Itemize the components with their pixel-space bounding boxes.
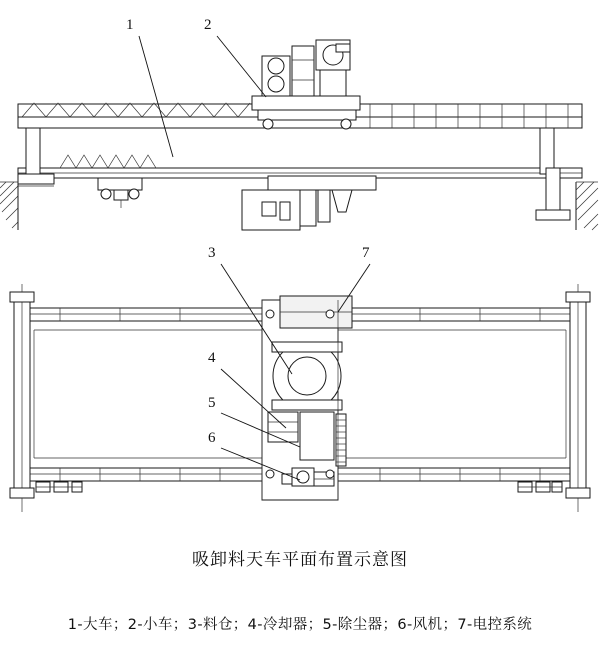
trolley-wheel-right	[341, 119, 351, 129]
leader-7	[338, 264, 370, 312]
leader-2	[217, 36, 266, 97]
duct-mid	[318, 190, 330, 222]
plan-trolley-wheel-2	[326, 310, 334, 318]
ground-hatch-left	[0, 182, 18, 230]
hoist-wheel-right	[129, 189, 139, 199]
plan-left-post-bottom	[10, 488, 34, 498]
plan-left-detail	[36, 482, 82, 492]
trolley-frame	[252, 96, 360, 110]
plan-right-post-top	[566, 292, 590, 302]
plan-trolley-wheel-3	[266, 470, 274, 478]
figure-caption: 吸卸料天车平面布置示意图	[192, 550, 408, 570]
hoist-block	[114, 190, 128, 200]
plan-left-post-top	[10, 292, 34, 302]
figure-legend: 1-大车；2-小车；3-料仓；4-冷却器；5-除尘器；6-风机；7-电控系统	[67, 617, 533, 633]
dust-collector-fins	[336, 414, 346, 466]
blower-circle-upper	[268, 58, 284, 74]
trolley-wheel-left	[263, 119, 273, 129]
silo-top-flange	[272, 342, 342, 352]
hopper-port-b	[280, 202, 290, 220]
plan-right-post-bottom	[566, 488, 590, 498]
hoist-wheel-left	[101, 189, 111, 199]
trolley-assembly	[252, 40, 360, 129]
callout-label-5: 5	[208, 395, 216, 411]
cooler-plan	[268, 412, 298, 442]
callout-label-2: 2	[204, 17, 212, 33]
plan-trolley-wheel-1	[266, 310, 274, 318]
suction-head-assembly	[242, 176, 376, 230]
blower-circle-lower	[268, 76, 284, 92]
duct-left	[300, 190, 316, 226]
left-end-truck	[18, 174, 54, 184]
right-end-truck	[536, 210, 570, 220]
silo-bottom-flange	[272, 400, 342, 410]
motor-body	[320, 70, 346, 96]
callout-label-1: 1	[126, 17, 134, 33]
dust-collector-plan	[300, 412, 334, 460]
callout-label-7: 7	[362, 245, 370, 261]
callout-label-6: 6	[208, 430, 216, 446]
silo-inner	[288, 357, 326, 395]
callout-label-3: 3	[208, 245, 216, 261]
nozzle-cone	[332, 190, 352, 212]
hopper-port-a	[262, 202, 276, 216]
plan-right-detail	[518, 482, 562, 492]
hoist-frame	[98, 178, 142, 190]
plan-view	[10, 284, 590, 512]
plan-trolley-wheel-4	[326, 470, 334, 478]
left-end-carriage	[18, 128, 54, 186]
left-leg	[26, 128, 40, 174]
filter-body	[292, 46, 314, 96]
leader-1	[139, 36, 173, 157]
hoist-trolley	[98, 178, 142, 208]
right-leg	[540, 128, 554, 174]
trolley-base	[258, 110, 356, 120]
control-box-small	[336, 44, 350, 52]
elevation-view	[0, 40, 598, 230]
callout-label-4: 4	[208, 350, 216, 366]
suction-crossbeam	[268, 176, 376, 190]
festoon-cable-lower	[60, 155, 156, 168]
ground-hatch-right	[576, 182, 598, 230]
